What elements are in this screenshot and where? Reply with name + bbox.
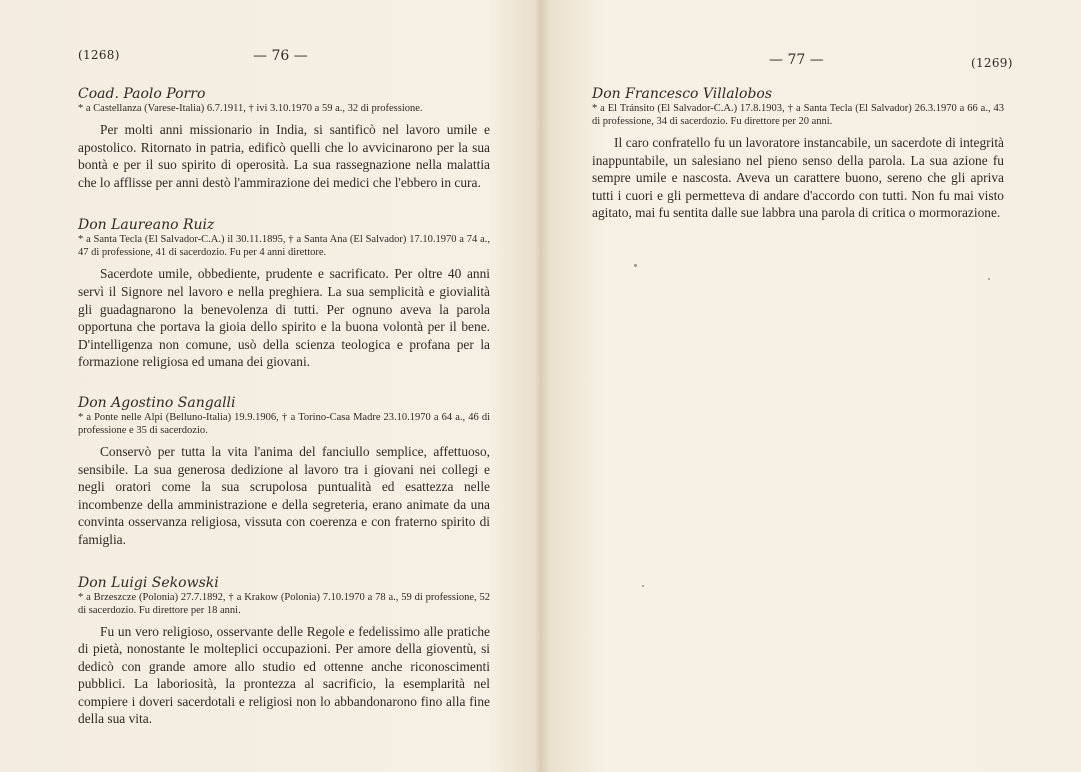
right-page-column: [592, 86, 1004, 222]
entry-text: Conservò per tutta la vita l'anima del fanciullo semplice, affettuoso, sensibile. La sua generosa dedizione al lavoro tra i giovani nei collegi e negli oratori come la sua scrupolosa puntualità ed esattezza nelle incombenze della amministrazione e della segreteria, erano animate da una convinta osservanza religiosa, vissuta con coerenza e con fraterno spirito di famiglia.: [78, 443, 490, 547]
entry-dates: * a Ponte nelle Alpi (Belluno-Italia) 19.9.1906, † a Torino-Casa Madre 23.10.1970 a 64 a., 46 di professione e 35 di sacerdozio.: [78, 411, 490, 436]
entry-name: Don Agostino Sangalli: [78, 394, 236, 411]
entry-dates: * a El Tránsito (El Salvador-C.A.) 17.8.1903, † a Santa Tecla (El Salvador) 26.3.1970 a 66 a., 43 di professione, 34 di sacerdozio. Fu direttore per 20 anni.: [592, 103, 1004, 127]
entry-text: Fu un vero religioso, osservante delle Regole e fedelissimo alle pratiche di pietà, nonostante le molteplici occupazioni. Per amore della gioventù, si dedicò con grande amore allo studio ed ottenne anche riconoscimenti pubblici. La laboriosità, la prontezza al sacrificio, la esemplarità nel compiere i doveri sacerdotali e religiosi non lo abbandonarono fino alla fine della sua vita.: [78, 623, 490, 727]
obituary-entry: [592, 86, 1004, 222]
left-page: [0, 0, 540, 772]
entry-text: Il caro confratello fu un lavoratore instancabile, un sacerdote di integrità inappuntabile, un salesiano nel pieno senso della parola. La sua azione fu sempre umile e nascosta. Aveva un carattere buono, sereno che gli apriva tutti i cuori e gli permetteva di andare d'accordo con tutti. Non fu mai visto agitato, mai fu sentita dalle sue labbra una parola di critica o mormorazione.: [592, 135, 1004, 221]
entry-dates: * a Santa Tecla (El Salvador-C.A.) il 30.11.1895, † a Santa Ana (El Salvador) 17.10.1970 a 74 a., 47 di professione, 41 di sacerdozio. Fu per 4 anni direttore.: [78, 234, 490, 259]
paper-speck: [642, 585, 644, 587]
right-page: [541, 0, 1081, 772]
paper-speck: [988, 278, 990, 280]
paper-speck: [634, 264, 637, 267]
entry-name: Don Luigi Sekowski: [78, 574, 219, 591]
entry-name: Don Laureano Ruiz: [78, 217, 215, 234]
right-page-number: — 77 —: [769, 52, 824, 68]
entry-name: Coad. Paolo Porro: [78, 86, 206, 102]
right-page-marker: (1269): [971, 56, 1013, 70]
obituary-entry: [78, 395, 490, 549]
entry-name: Don Francesco Villalobos: [592, 86, 773, 102]
entry-dates: * a Brzeszcze (Polonia) 27.7.1892, † a Krakow (Polonia) 7.10.1970 a 78 a., 59 di professione, 52 di sacerdozio. Fu direttore per 18 anni.: [78, 591, 490, 616]
left-page-column: [78, 86, 490, 728]
entry-dates: * a Castellanza (Varese-Italia) 6.7.1911, † ivi 3.10.1970 a 59 a., 32 di professione.: [78, 103, 423, 114]
entry-text: Sacerdote umile, obbediente, prudente e sacrificato. Per oltre 40 anni servì il Signore nel lavoro e nella preghiera. La sua semplicità e giovialità gli guadagnarono la benevolenza di tutti. Per ognuno aveva la parola opportuna che portava la gioia dello spirito e la buona volontà per il bene. D'intelligenza non comune, usò della scienza teologica e profana per la formazione religiosa ed umana dei giovani.: [78, 266, 490, 370]
left-page-number: — 76 —: [253, 48, 308, 64]
entry-text: Per molti anni missionario in India, si santificò nel lavoro umile e apostolico. Ritornato in patria, edificò quelli che lo avvicinarono per la sua bontà e per il suo spirito di operosità. La sua rassegnazione nella malattia che lo afflisse per anni destò l'ammirazione dei medici che l'ebbero in cura.: [78, 122, 490, 190]
left-page-marker: (1268): [78, 48, 120, 62]
obituary-entry: [78, 217, 490, 371]
obituary-entry: [78, 86, 490, 191]
obituary-entry: [78, 575, 490, 729]
